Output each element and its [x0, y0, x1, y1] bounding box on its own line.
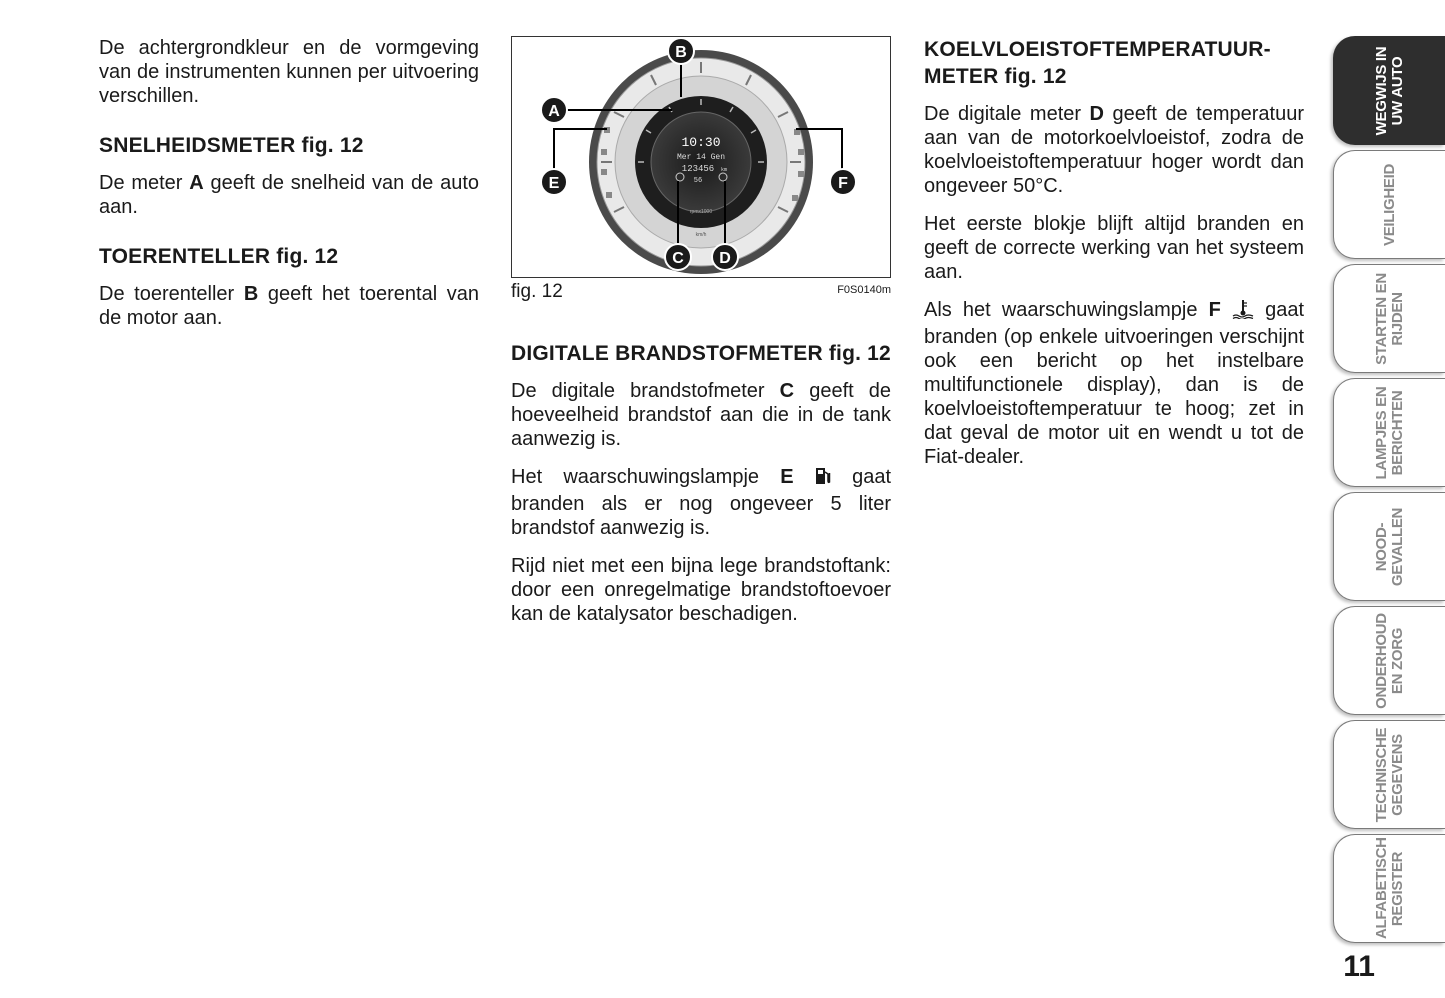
svg-text:B: B [675, 44, 687, 61]
right-column [924, 36, 1304, 483]
page-number: 11 [1343, 950, 1375, 983]
callout-b [668, 38, 694, 64]
tab-noodgevallen[interactable]: NOOD- GEVALLEN [1333, 492, 1445, 601]
tab-register[interactable]: ALFABETISCH REGISTER [1333, 834, 1445, 943]
intro-paragraph: De achtergrondkleur en de vormgeving van de instrumenten kunnen per uitvoering verschillen. [99, 37, 479, 107]
speedometer-letter: A [189, 172, 204, 194]
coolant-paragraph-2: Het eerste blokje blijft altijd branden en geeft de correcte werking van het systeem aan. [924, 213, 1304, 283]
tab-starten[interactable]: STARTEN EN RIJDEN [1333, 264, 1445, 373]
callout-c [665, 244, 691, 270]
tab-onderhoud[interactable]: ONDERHOUD EN ZORG [1333, 606, 1445, 715]
fuel-pump-icon [815, 466, 831, 492]
fuel-paragraph-1: De digitale brandstofmeter C geeft de hoeveelheid brandstof aan die in de tank aanwezig is. [511, 380, 891, 450]
callout-e [541, 169, 567, 195]
fuel-gauge-heading: DIGITALE BRANDSTOFMETER fig. 12 [511, 342, 891, 365]
display-gear: 56 [693, 177, 703, 185]
tachometer-heading: TOERENTELLER fig. 12 [99, 245, 339, 268]
coolant-paragraph-3: Als het waarschuwingslampje F gaat branden (op enkele uitvoeringen verschijnt ook een bericht op het instelbare multifunctionele display), dan is de koelvloeistoftemperatuur te hoog; zet in dat geval de motor uit en wendt u tot de Fiat-dealer. [924, 299, 1305, 468]
tachometer-paragraph: De toerenteller B geeft het toerental van de motor aan. [99, 283, 479, 329]
display-odometer: 123456 [681, 164, 715, 174]
middle-column [511, 36, 891, 640]
figure-caption [511, 278, 891, 308]
coolant-heading: KOELVLOEISTOFTEMPERATUUR-METER fig. 12 [924, 38, 1271, 88]
display-rpm-label: rpmx1000 [689, 209, 713, 215]
figure-number: fig. 12 [511, 281, 563, 302]
display-date: Mer 14 Gen [676, 153, 726, 162]
svg-text:A: A [548, 103, 560, 120]
fuel-paragraph-3: Rijd niet met een bijna lege brandstoftank: door een onregelmatige brandstoftoevoer kan de katalysator beschadigen. [511, 555, 891, 625]
coolant-temperature-icon [1232, 299, 1254, 325]
fuel-paragraph-2: Het waarschuwingslampje E gaat branden als er nog ongeveer 5 liter brandstof aanwezig is. [511, 466, 892, 539]
tachometer-letter: B [243, 283, 259, 305]
tab-veiligheid[interactable]: VEILIGHEID [1333, 150, 1445, 259]
instrument-cluster-figure [511, 36, 891, 278]
display-speed-unit: km/h [695, 232, 707, 238]
callout-f [830, 169, 856, 195]
tab-technische[interactable]: TECHNISCHE GEGEVENS [1333, 720, 1445, 829]
figure-code: F0S0140m [837, 284, 891, 296]
svg-text:E: E [548, 175, 560, 192]
coolant-paragraph-1: De digitale meter D geeft de temperatuur aan van de motorkoelvloeistof, zodra de koelvloeistoftemperatuur hoger wordt dan ongeveer 50°C. [924, 103, 1304, 197]
instrument-cluster-illustration [512, 37, 890, 277]
center-display [651, 112, 751, 212]
display-odometer-unit: km [720, 167, 728, 173]
svg-text:C: C [672, 250, 684, 267]
callout-d [712, 244, 738, 270]
callout-a [541, 97, 567, 123]
tab-wegwijs[interactable]: WEGWIJS IN UW AUTO [1333, 36, 1445, 145]
speedometer-paragraph: De meter A geeft de snelheid van de auto aan. [99, 172, 479, 218]
svg-text:F: F [838, 175, 848, 192]
speedometer-heading: SNELHEIDSMETER fig. 12 [99, 134, 364, 157]
left-column [99, 36, 479, 344]
display-time: 10:30 [681, 135, 721, 150]
svg-text:D: D [719, 250, 731, 267]
tab-lampjes[interactable]: LAMPJES EN BERICHTEN [1333, 378, 1445, 487]
